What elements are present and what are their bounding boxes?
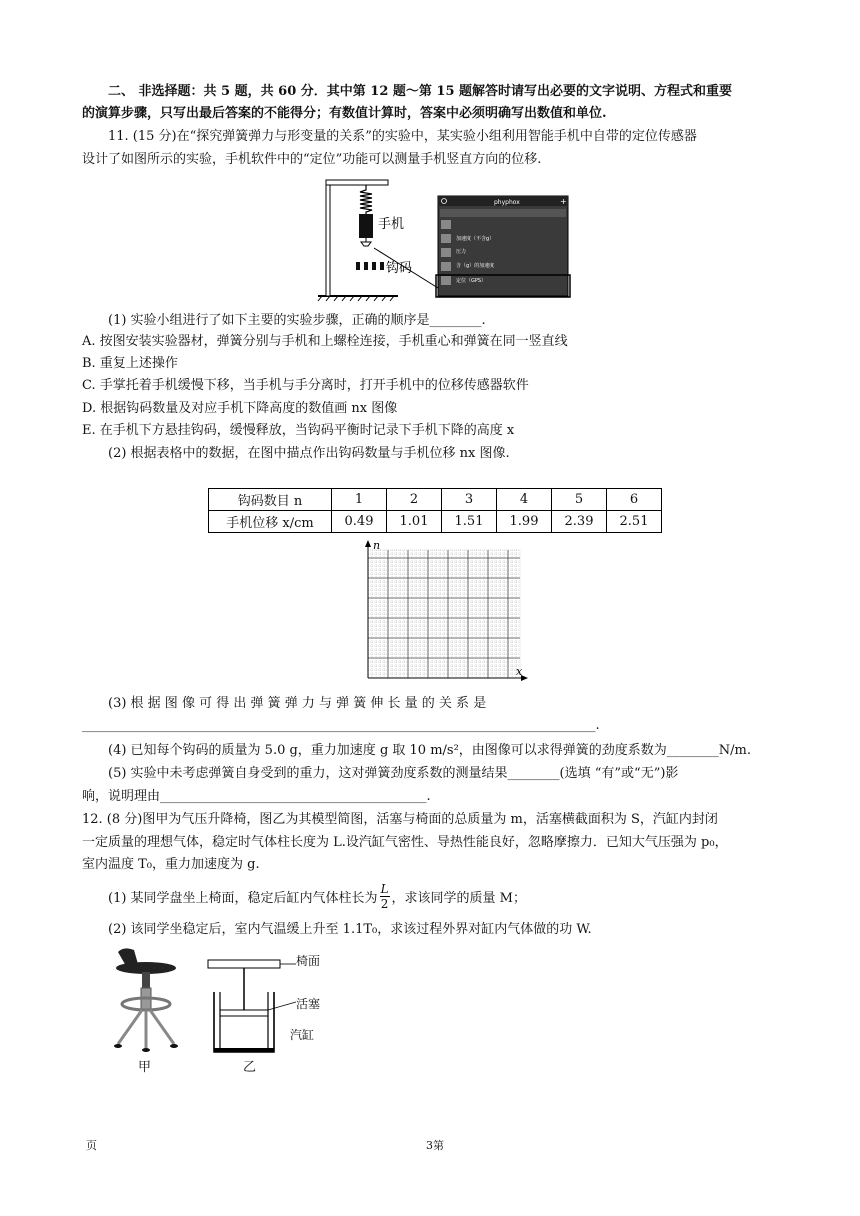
q12-part1-pre: (1) 某同学盘坐上椅面，稳定后缸内气体柱长为 bbox=[108, 890, 378, 906]
q11-part5-line1: (5) 实验中未考虑弹簧自身受到的重力，这对弹簧劲度系数的测量结果________(选填 “有”或“无”)影 bbox=[108, 766, 679, 781]
table-cell: 3 bbox=[442, 489, 497, 511]
q12-intro-line3: 室内温度 T₀，重力加速度为 g. bbox=[82, 857, 260, 872]
q11-option-d: D. 根据钩码数量及对应手机下降高度的数值画 nx 图像 bbox=[82, 401, 398, 416]
table-cell: 2 bbox=[387, 489, 442, 511]
label-cylinder: 汽缸 bbox=[290, 1028, 315, 1042]
section-header-line1: 二、 非选择题：共 5 题，共 60 分．其中第 12 题～第 15 题解答时请写出必要的文字说明、方程式和重要 bbox=[108, 84, 733, 99]
spring bbox=[360, 185, 372, 214]
table-header-x: 手机位移 x/cm bbox=[209, 511, 332, 533]
q11-part3-line2: _______________________________________________________________________________. bbox=[82, 718, 600, 733]
table-cell: 2.39 bbox=[552, 511, 607, 533]
caption-yi: 乙 bbox=[243, 1060, 257, 1075]
label-seat: 椅面 bbox=[296, 954, 321, 968]
chair-photo bbox=[104, 944, 184, 1056]
table-cell: 0.49 bbox=[332, 511, 387, 533]
app-add-icon: + bbox=[560, 197, 567, 206]
experiment-figure bbox=[316, 176, 576, 302]
y-axis-arrow bbox=[365, 540, 371, 547]
table-cell: 1.99 bbox=[497, 511, 552, 533]
stand-pole bbox=[326, 182, 330, 296]
table-header-n: 钩码数目 n bbox=[209, 489, 332, 511]
weights-icon bbox=[356, 262, 384, 270]
table-cell: 5 bbox=[552, 489, 607, 511]
q11-part1: (1) 实验小组进行了如下主要的实验步骤，正确的顺序是________. bbox=[108, 313, 486, 328]
footer-left: 页 bbox=[86, 1139, 97, 1152]
q12-intro-line1: 12. (8 分)图甲为气压升降椅，图乙为其模型简图，活塞与椅面的总质量为 m，活塞横截面积为 S，汽缸内封闭 bbox=[82, 812, 718, 827]
app-item-3: 定位（GPS） bbox=[456, 278, 487, 284]
piston bbox=[220, 1010, 268, 1016]
caption-jia: 甲 bbox=[138, 1060, 152, 1075]
table-cell: 1.51 bbox=[442, 511, 497, 533]
q11-intro-line2: 设计了如图所示的实验，手机软件中的“定位”功能可以测量手机竖直方向的位移. bbox=[82, 152, 542, 167]
app-item-1: 压力 bbox=[456, 249, 467, 255]
table-cell: 2.51 bbox=[607, 511, 662, 533]
y-axis-label: n bbox=[373, 539, 381, 552]
fraction bbox=[380, 882, 390, 911]
app-item-2: 含（g）的加速度 bbox=[456, 263, 495, 269]
fraction-numerator: L bbox=[380, 881, 389, 896]
table-row-n bbox=[209, 489, 662, 511]
cylinder-diagram bbox=[206, 952, 296, 1056]
fraction-denominator: 2 bbox=[380, 896, 389, 911]
table-cell: 1 bbox=[332, 489, 387, 511]
section-header-line2: 的演算步骤，只写出最后答案的不能得分；有数值计算时，答案中必须明确写出数值和单位. bbox=[82, 106, 607, 121]
q12-part2: (2) 该同学坐稳定后，室内气温缓上升至 1.1T₀，求该过程外界对缸内气体做的功 W. bbox=[108, 922, 592, 937]
app-title: phyphox bbox=[494, 199, 520, 206]
q12-part1-post: ，求该同学的质量 M； bbox=[391, 890, 526, 906]
data-table bbox=[208, 488, 662, 533]
q11-part2: (2) 根据表格中的数据，在图中描点作出钩码数量与手机位移 nx 图像. bbox=[108, 446, 510, 461]
label-phone: 手机 bbox=[378, 217, 405, 232]
q12-part1 bbox=[108, 878, 526, 914]
q11-intro-line1: 11. (15 分)在“探究弹簧弹力与形变量的关系”的实验中，某实验小组利用智能手机中自带的定位传感器 bbox=[108, 129, 697, 144]
q11-part4: (4) 已知每个钩码的质量为 5.0 g，重力加速度 g 取 10 m/s²，由图像可以求得弹簧的劲度系数为________N/m. bbox=[108, 743, 752, 758]
phone bbox=[359, 214, 373, 238]
graph-paper bbox=[360, 538, 530, 684]
q11-option-c: C. 手掌托着手机缓慢下移，当手机与手分离时，打开手机中的位移传感器软件 bbox=[82, 378, 529, 393]
q11-part5-line2: 响，说明理由_________________________________________. bbox=[82, 789, 431, 804]
stand-arm bbox=[326, 180, 388, 185]
q11-option-e: E. 在手机下方悬挂钩码，缓慢释放，当钩码平衡时记录下手机下降的高度 x bbox=[82, 423, 515, 438]
table-cell: 4 bbox=[497, 489, 552, 511]
seat-plate bbox=[208, 960, 280, 968]
table-row-x bbox=[209, 511, 662, 533]
q11-part3-line1: (3) 根 据 图 像 可 得 出 弹 簧 弹 力 与 弹 簧 伸 长 量 的 关 系 是 bbox=[108, 696, 487, 711]
label-piston: 活塞 bbox=[296, 997, 321, 1011]
q11-option-a: A. 按图安装实验器材，弹簧分别与手机和上螺栓连接，手机重心和弹簧在同一竖直线 bbox=[82, 334, 568, 349]
x-axis-label: x bbox=[516, 665, 523, 678]
table-cell: 6 bbox=[607, 489, 662, 511]
table-cell: 1.01 bbox=[387, 511, 442, 533]
label-weights: 钩码 bbox=[386, 261, 413, 276]
q11-option-b: B. 重复上述操作 bbox=[82, 356, 178, 371]
q12-intro-line2: 一定质量的理想气体，稳定时气体柱长度为 L.设汽缸气密性、导热性能良好，忽略摩擦力．已知大气压强为 p₀， bbox=[82, 835, 728, 850]
app-item-0: 加速度（不含g） bbox=[456, 236, 495, 242]
footer-page-number: 3第 bbox=[426, 1139, 444, 1152]
